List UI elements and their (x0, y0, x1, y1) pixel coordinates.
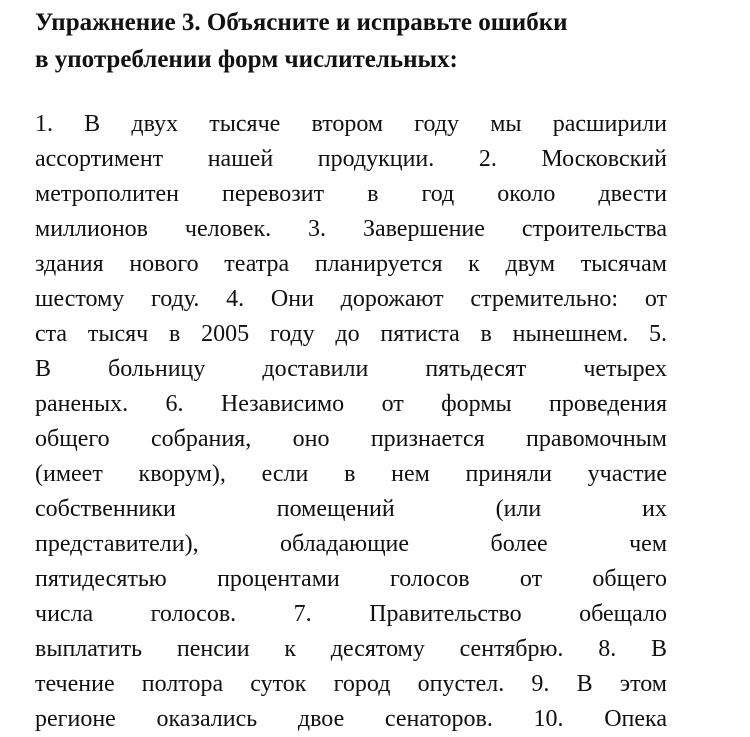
text-line: раненых. 6. Независимо от формы проведения (35, 391, 667, 417)
text-line: (имеет кворум), если в нем приняли участие (35, 461, 667, 487)
text-line: числа голосов. 7. Правительство обещало (35, 601, 667, 627)
text-line: миллионов человек. 3. Завершение строительства (35, 216, 667, 242)
text-line: шестому году. 4. Они дорожают стремительно: от (35, 286, 667, 312)
text-line: пятидесятью процентами голосов от общего (35, 566, 667, 592)
text-line: здания нового театра планируется к двум тысячам (35, 251, 667, 277)
exercise-text (35, 107, 667, 737)
text-line: представители), обладающие более чем (35, 531, 667, 557)
exercise-title-line: Упражнение 3. Объясните и исправьте ошибки (35, 9, 568, 36)
text-line: течение полтора суток город опустел. 9. В этом (35, 671, 667, 697)
text-line: метрополитен перевозит в год около двести (35, 181, 667, 207)
exercise-title (35, 4, 667, 78)
text-line: общего собрания, оно признается правомочным (35, 426, 667, 452)
text-line: 1. В двух тысяче втором году мы расширили (35, 111, 667, 137)
exercise-title-line: в употреблении форм числительных: (35, 46, 458, 73)
text-line: собственники помещений (или их (35, 496, 667, 522)
text-line: регионе оказались двое сенаторов. 10. Опека (35, 706, 667, 732)
document-page (35, 0, 667, 737)
text-line: ассортимент нашей продукции. 2. Московский (35, 146, 667, 172)
text-line: В больницу доставили пятьдесят четырех (35, 356, 667, 382)
text-line: ста тысяч в 2005 году до пятиста в нынешнем. 5. (35, 321, 667, 347)
text-line: выплатить пенсии к десятому сентябрю. 8. В (35, 636, 667, 662)
